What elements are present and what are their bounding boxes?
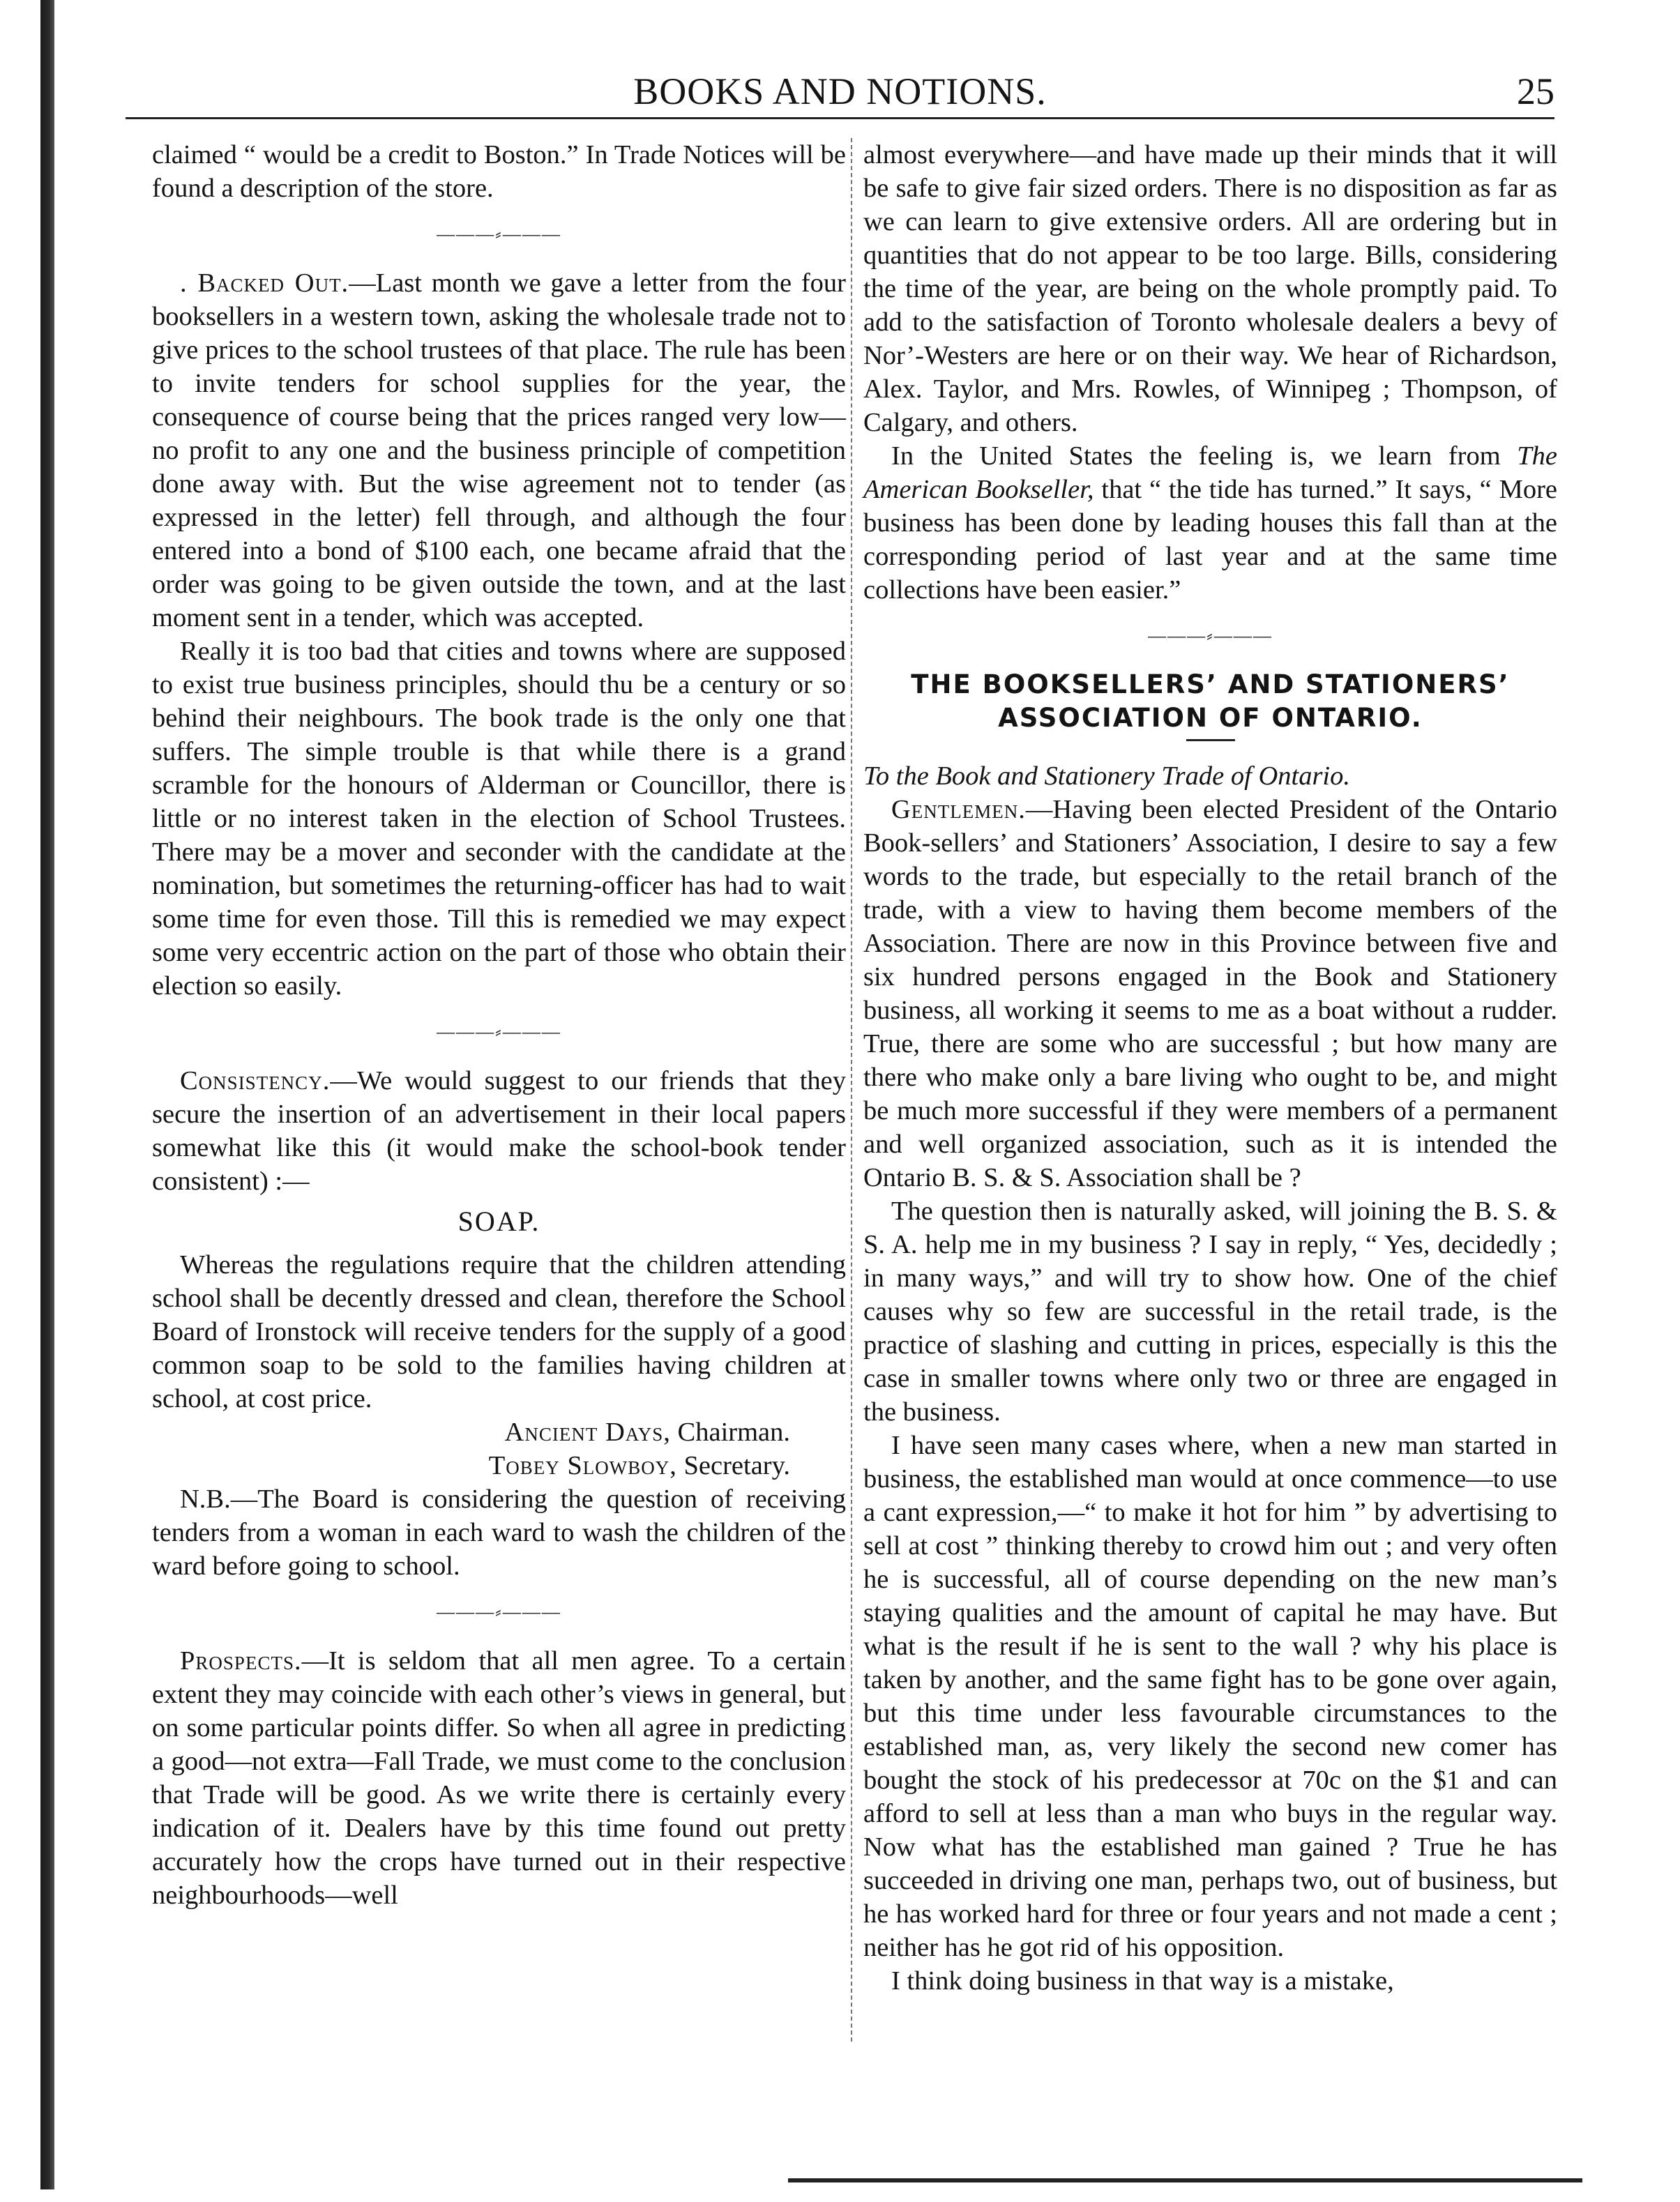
paragraph-united-states [863,439,1557,607]
page-number: 25 [1517,70,1554,112]
soap-heading: SOAP. [457,1206,540,1237]
bottom-rule [788,2178,1582,2182]
gentlemen-text: —Having been elected President of the Ontario Book-sellers’ and Stationers’ Association, I desire to say a few words to the trade, but especially to the retail branch of the trade, with a view to having them become members of the Association. There are now in this Province between five and six hundred persons engaged in the Book and Stationery business, all working it seems to me as a boat without a rudder. True, there are some who are successful ; but how many are there who make only a bare living who ought to be, and might be much more successful if they were members of a permanent and well organized association, such as it is intended the Ontario B. S. & S. Association shall be ? [863,795,1557,1192]
left-column [152,138,846,1912]
paragraph-last: I think doing business in that way is a mistake, [891,1966,1394,1996]
secretary-name: Tobey Slowboy, [488,1451,677,1480]
secretary-role: Secretary. [676,1451,790,1480]
us-text-b: that “ the tide has turned.” It says, “ More business has been done by leading houses this fall than at the corresponding period of last year and at the same time collections have been easier.” [863,475,1557,605]
chairman-role: Chairman. [670,1418,790,1447]
column-divider [851,138,852,2042]
gentlemen-lead: Gentlemen. [891,795,1026,824]
association-heading-line-1: THE BOOKSELLERS’ AND STATIONERS’ [911,669,1510,699]
paragraph-really: Really it is too bad that cities and towns where are supposed to exist true business principles, should thu be a century or so behind their neighbours. The book trade is the only one that suffers. The simple trouble is that while there is a grand scramble for the honours of Alderman or Councillor, there is little or no interest taken in the election of School Trustees. There may be a mover and seconder with the candidate at the nomination, but sometimes the returning-officer has had to wait some time for even those. Till this is remedied we may expect some very eccentric action on the part of those who obtain their election so easily. [152,637,846,1001]
backed-out-lead: . Backed Out. [180,268,349,298]
association-heading [863,668,1557,735]
paragraph-nb: N.B.—The Board is considering the question of receiving tenders from a woman in each ward to wash the children of the ward before going to school. [152,1485,846,1581]
running-head: BOOKS AND NOTIONS. [633,70,1047,112]
right-column [863,138,1557,1998]
paragraph-backed-out [152,266,846,635]
section-ornament: ———⸗——— [437,1602,561,1622]
paragraph-prospects [152,1644,846,1912]
section-ornament: ———⸗——— [1148,625,1273,646]
us-source: The American Bookseller, [863,441,1557,504]
scan-binding-edge [40,0,54,2189]
paragraph-boston: claimed “ would be a credit to Boston.” In Trade Notices will be found a description of the store. [152,140,846,203]
signature-chairman [152,1415,846,1449]
us-text-a: In the United States the feeling is, we learn from [891,441,1518,471]
chairman-name: Ancient Days, [504,1418,671,1447]
paragraph-soap: Whereas the regulations require that the children attending school shall be decently dressed and clean, therefore the School Board of Ironstock will receive tenders for the supply of a good common soap to be sold to the families having children at school, at cost price. [152,1250,846,1413]
consistency-lead: Consistency. [180,1066,331,1095]
header-rule [126,117,1554,119]
section-ornament: ———⸗——— [437,224,561,244]
paragraph-seen: I have seen many cases where, when a new man started in business, the established man would at once commence—to use a cant expression,—“ to make it hot for him ” by advertising to sell at cost ” thinking thereby to crowd him out ; and very often he is successful, all of course depending on the new man’s staying qualities and the amount of capital he may have. But what is the result if he is sent to the wall ? why his place is taken by another, and the same fight has to be gone over again, but this time under less favourable circumstances to the established man, as, very likely the second new comer has bought the stock of his predecessor at 70c on the $1 and can afford to sell at less than a man who buys in the regular way. Now what has the established man gained ? True he has succeeded in driving one man, perhaps two, out of business, but he has worked hard for three or four years and not made a cent ; neither has he got rid of his opposition. [863,1431,1557,1962]
paragraph-consistency [152,1064,846,1198]
short-rule [1186,739,1235,741]
section-ornament: ———⸗——— [437,1022,561,1042]
page-header [126,64,1554,120]
signature-secretary [152,1449,846,1482]
association-heading-line-2: ASSOCIATION OF ONTARIO. [998,703,1423,733]
backed-out-text: —Last month we gave a letter from the four booksellers in a western town, asking the wholesale trade not to give prices to the school trustees of that place. The rule has been to invite tenders for school supplies for the year, the consequence of course being that the prices ranged very low—no profit to any one and the business principle of competition done away with. But the wise agreement not to tender (as expressed in the letter) fell through, and although the four entered into a bond of $100 each, one became afraid that the order was going to be given outside the town, and at the last moment sent in a tender, which was accepted. [152,268,846,632]
address-line: To the Book and Stationery Trade of Ontario. [863,761,1351,791]
prospects-lead: Prospects. [180,1646,302,1676]
paragraph-everywhere: almost everywhere—and have made up their minds that it will be safe to give fair sized orders. There is no disposition as far as we can learn to give extensive orders. All are ordering but in quantities that do not appear to be too large. Bills, considering the time of the year, are being on the whole promptly paid. To add to the satisfaction of Toronto wholesale dealers a bevy of Nor’-Westers are here or on their way. We hear of Richardson, Alex. Taylor, and Mrs. Rowles, of Winnipeg ; Thompson, of Calgary, and others. [863,140,1557,437]
paragraph-question: The question then is naturally asked, will joining the B. S. & S. A. help me in my business ? I say in reply, “ Yes, decidedly ; in many ways,” and will try to show how. One of the chief causes why so few are successful in the retail trade, is the practice of slashing and cutting in prices, especially is this the case in smaller towns where only two or three are engaged in the business. [863,1197,1557,1427]
consistency-text: —We would suggest to our friends that they secure the insertion of an advertisement in their local papers somewhat like this (it would make the school-book tender consistent) :— [152,1066,846,1196]
paragraph-gentlemen [863,793,1557,1194]
prospects-text: —It is seldom that all men agree. To a certain extent they may coincide with each other’s views in general, but on some particular points differ. So when all agree in predicting a good—not extra—Fall Trade, we must come to the conclusion that Trade will be good. As we write there is certainly every indication of it. Dealers have by this time found out pretty accurately how the crops have turned out in their respective neighbourhoods—well [152,1646,846,1910]
